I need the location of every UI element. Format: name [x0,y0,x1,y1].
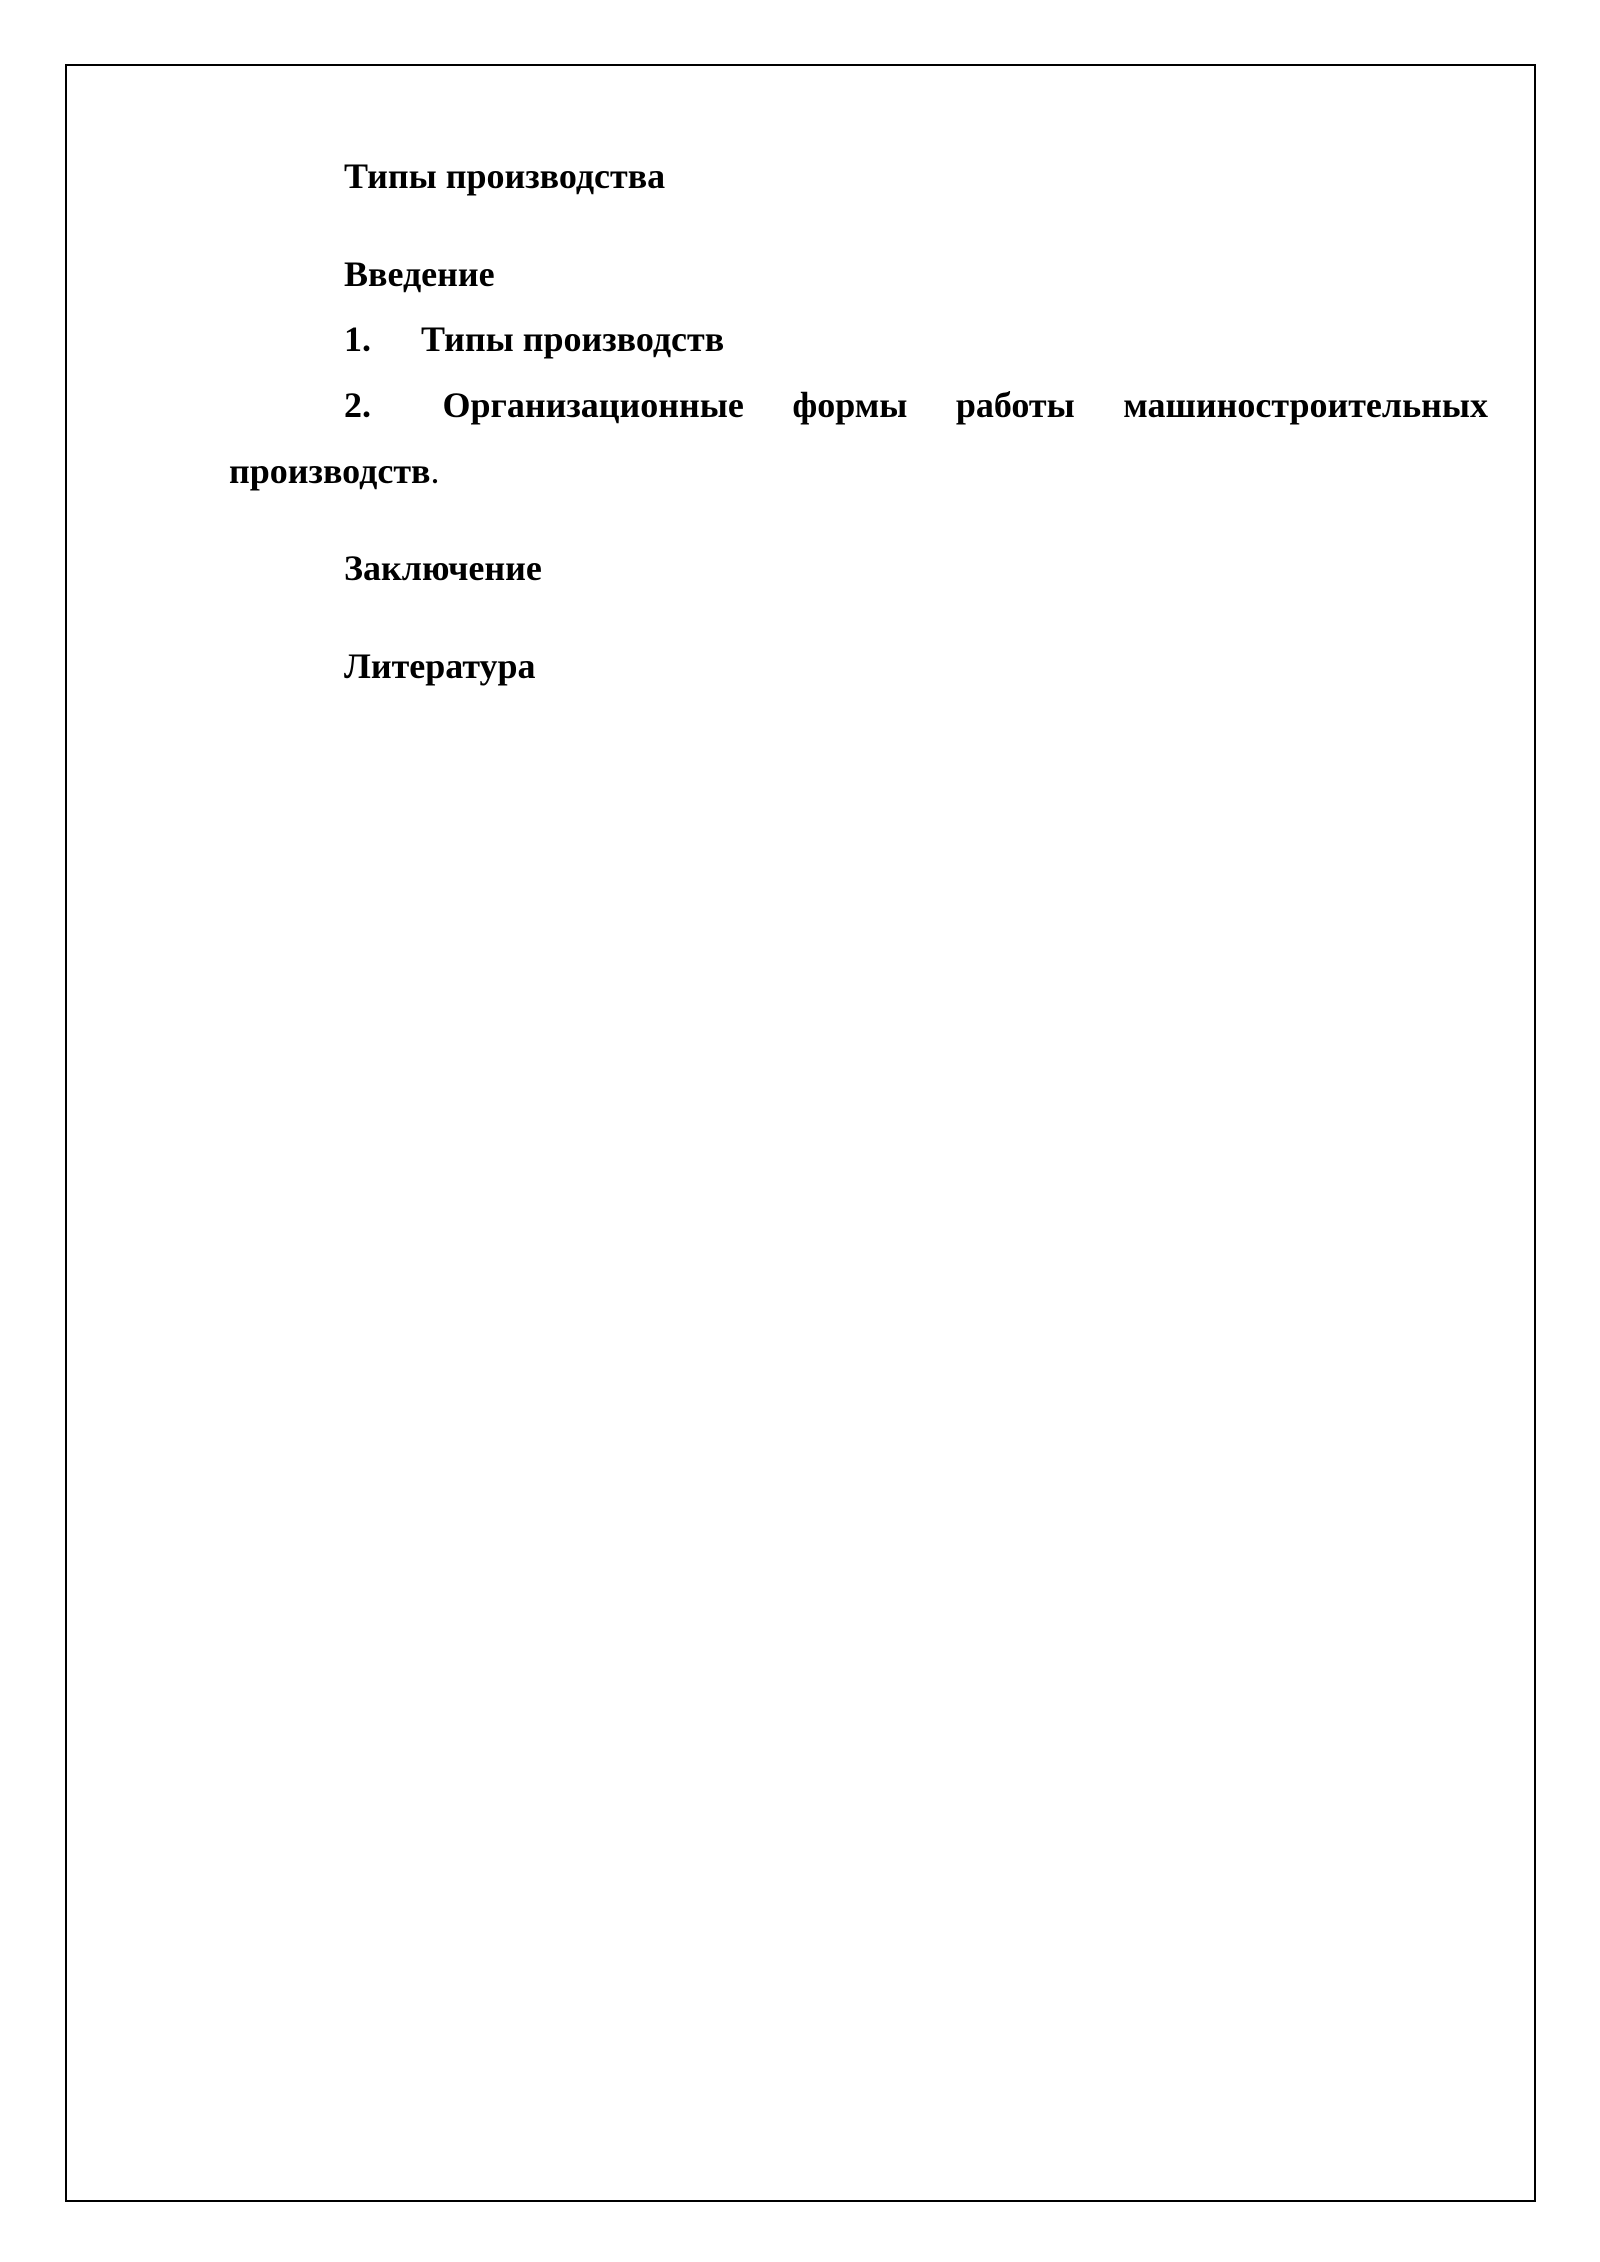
toc-conclusion: Заключение [344,548,542,588]
toc-item-2-word: работы [955,385,1075,425]
toc-item-2-continuation-text: производств [229,451,431,491]
toc-item-2-number: 2. [344,385,371,425]
toc-item-1-number: 1. [344,319,371,359]
document-title: Типы производства [344,156,666,196]
toc-item-2-continuation [229,453,439,489]
toc-literature: Литература [344,646,536,686]
toc-item-2-word: Организационные [442,385,744,425]
toc-item-1 [344,321,724,357]
toc-item-2-period: . [430,451,440,491]
toc-intro: Введение [344,254,495,294]
toc-item-2-word: машиностроительных [1123,385,1488,425]
toc-item-1-label: Типы производств [421,319,725,359]
toc-item-2-word: формы [792,385,908,425]
toc-item-2-line [344,387,1488,423]
